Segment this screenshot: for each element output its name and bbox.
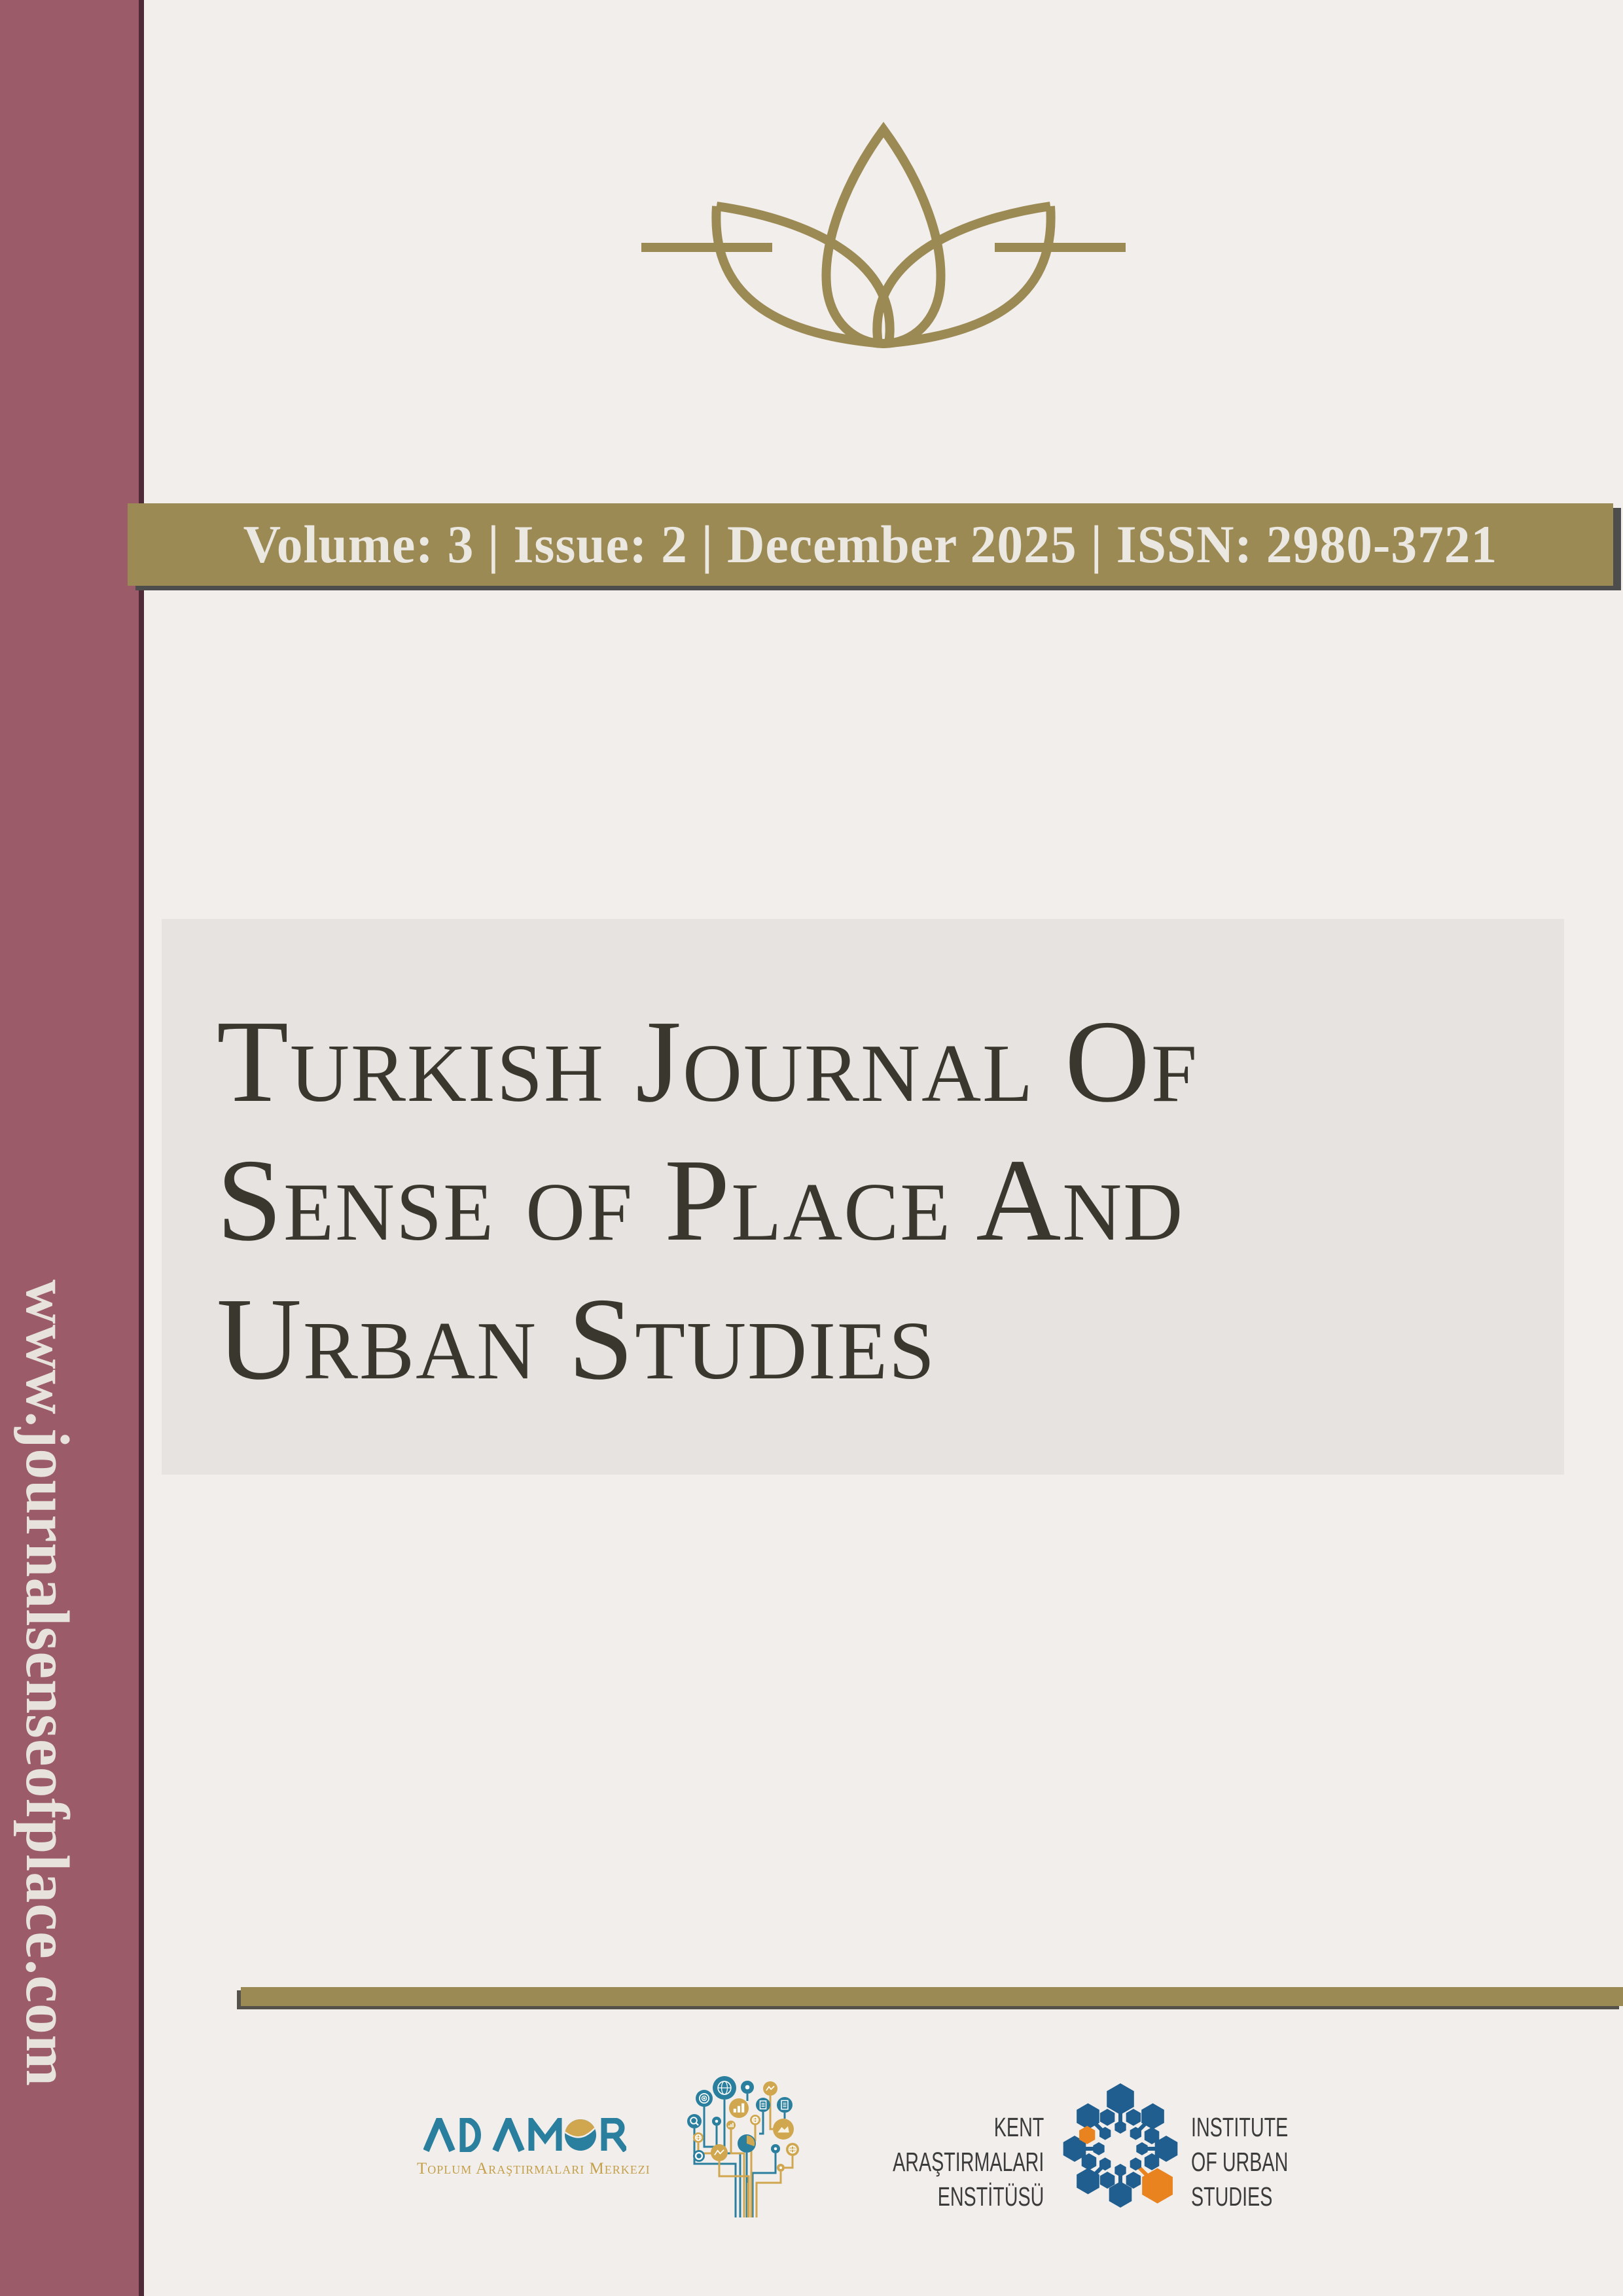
issue-banner: [128, 503, 1613, 586]
issue-banner-text: Volume: 3 | Issue: 2 | December 2025 | ISSN: 2980-3721: [243, 514, 1498, 574]
adamor-letter-a2: [495, 2120, 522, 2151]
journal-url: www.journalsenseofplace.com: [13, 1280, 81, 2087]
page-title-line-1: Turkish Journal Of: [217, 996, 1199, 1126]
gold-divider: [241, 1987, 1623, 2006]
spine-edge-line: [139, 0, 144, 2296]
adamor-letter-o: [563, 2118, 597, 2151]
kent-institute-text: [893, 2110, 1044, 2214]
institute-line-2: OF URBAN: [1191, 2147, 1289, 2177]
adamor-letter-r: [604, 2121, 626, 2151]
adamor-wordmark-icon: [423, 2118, 626, 2152]
title-box: [162, 919, 1564, 1475]
page-title-line-3: Urban Studies: [217, 1274, 936, 1404]
hexflower-logo-icon: [1047, 2075, 1194, 2222]
adamor-letter-m: [531, 2121, 559, 2151]
adamor-logo: [417, 2118, 651, 2178]
page-title-line-2: Sense of Place And: [217, 1135, 1185, 1265]
adamor-letter-d: [463, 2120, 478, 2150]
research-tree-icon: [668, 2049, 851, 2291]
kent-line-2: ARAŞTIRMALARI: [892, 2147, 1044, 2177]
adamor-letter-a1: [426, 2120, 452, 2151]
kent-line-1: KENT: [993, 2112, 1044, 2142]
institute-line-1: INSTITUTE: [1191, 2112, 1289, 2142]
institute-line-3: STUDIES: [1191, 2181, 1273, 2212]
adamor-subtitle: Toplum Araştırmaları Merkezi: [417, 2160, 651, 2178]
lotus-left-petal-inner: [717, 206, 890, 344]
institute-urban-studies-text: [1191, 2110, 1288, 2214]
kent-line-3: ENSTİTÜSÜ: [937, 2181, 1044, 2212]
lotus-right-petal-inner: [877, 206, 1050, 344]
lotus-logo-icon: [609, 118, 1158, 380]
